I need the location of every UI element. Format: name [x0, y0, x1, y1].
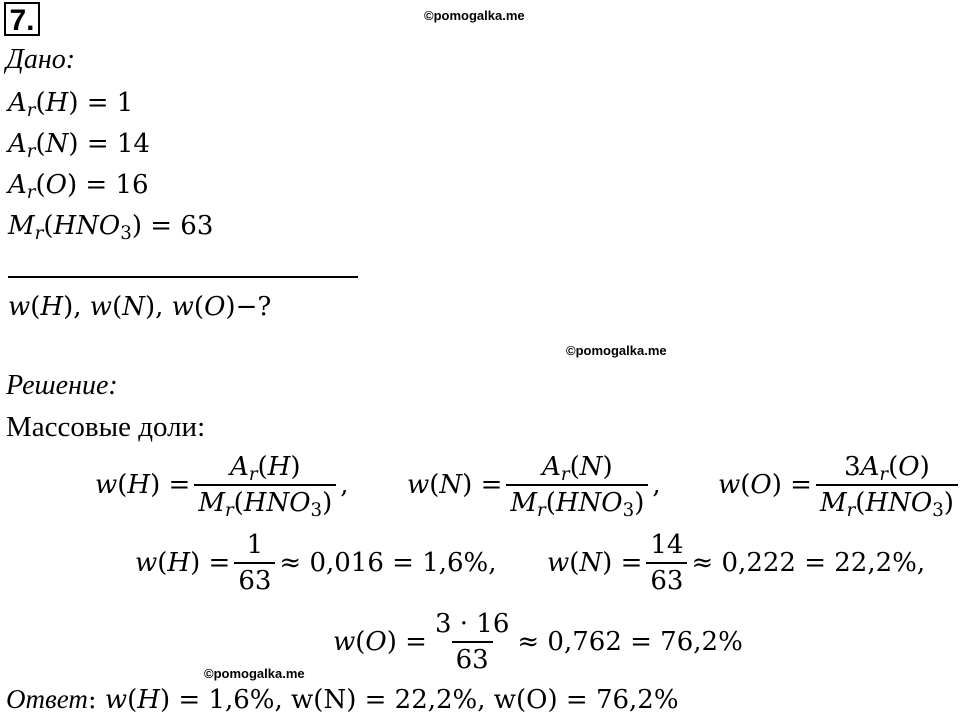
calc-w-h-result: ≈ 0,016 = 1,6%, [279, 548, 497, 578]
formula-w-h: w(H) = $\frac{A_r(H)}{M_r(HNO_3)}$ , [95, 452, 349, 522]
calc-w-h: w(H) = $\frac{1}{63}$ ≈ 0,016 = 1,6%, [135, 530, 497, 596]
formula-w-n: w(N) = $\frac{A_r(N)}{M_r(HNO_3)}$ , [407, 452, 661, 522]
answer-text: = 1,6%, w(N) = 22,2%, w(O) = 76,2% [178, 685, 679, 715]
fraction-calc-n-num: 14 [650, 530, 684, 560]
answer-label: Ответ [6, 684, 88, 714]
given-divider [8, 276, 358, 278]
fraction-calc-h-den: 63 [234, 562, 275, 596]
given-value-o: = 16 [85, 170, 149, 200]
solution-label: Решение: [6, 370, 118, 401]
given-line-mr: $M_r(HNO_3) = 63$ [8, 211, 214, 245]
given-line-o: $A_r(O) = 16$ [8, 170, 149, 204]
fraction-calc-h-num: 1 [246, 530, 264, 560]
fraction-calc-n [646, 530, 687, 596]
formula-w-o: w(O) = $\frac{3A_r(O)}{M_r(HNO_3)}$ [718, 452, 960, 518]
problem-number: 7. [4, 2, 40, 36]
given-value-mr: = 63 [150, 211, 214, 241]
given-line-n: $A_r(N) = 14$ [8, 129, 150, 163]
given-line-h: $A_r(H) = 1$ [8, 88, 134, 122]
fraction-calc-o-num: 3 · 16 [434, 609, 510, 639]
fraction-calc-n-den: 63 [646, 562, 687, 596]
fraction-calc-h [234, 530, 275, 596]
answer-line: Ответ: w(H) = 1,6%, w(N) = 22,2%, w(O) = 76,2% [6, 684, 679, 715]
watermark-top: ©pomogalka.me [424, 8, 525, 23]
watermark-middle: ©pomogalka.me [566, 343, 667, 358]
fraction-w-n: $\frac{A_r(N)}{M_r(HNO_3)}$ [506, 452, 648, 518]
watermark-bottom: ©pomogalka.me [204, 666, 305, 681]
given-label: Дано: [6, 44, 76, 75]
solution-intro: Массовые доли: [6, 411, 206, 443]
find-line: w(H), w(N), w(O)−? [8, 292, 272, 322]
find-question: −? [235, 292, 272, 322]
calc-w-o-result: ≈ 0,762 = 76,2% [517, 627, 743, 657]
calc-w-n: w(N) = $\frac{14}{63}$ ≈ 0,222 = 22,2%, [547, 530, 926, 596]
given-value-n: = 14 [86, 129, 150, 159]
fraction-w-h: $\frac{A_r(H)}{M_r(HNO_3)}$ [194, 452, 336, 518]
given-value-h: = 1 [86, 88, 134, 118]
calc-w-n-result: ≈ 0,222 = 22,2%, [691, 548, 926, 578]
fraction-w-o: $\frac{3A_r(O)}{M_r(HNO_3)}$ [816, 452, 958, 518]
calc-w-o: w(O) = $\frac{3 \cdot 16}{63}$ ≈ 0,762 = 76,2% [333, 609, 743, 675]
fraction-calc-o [431, 609, 513, 675]
fraction-calc-o-den: 63 [452, 641, 493, 675]
